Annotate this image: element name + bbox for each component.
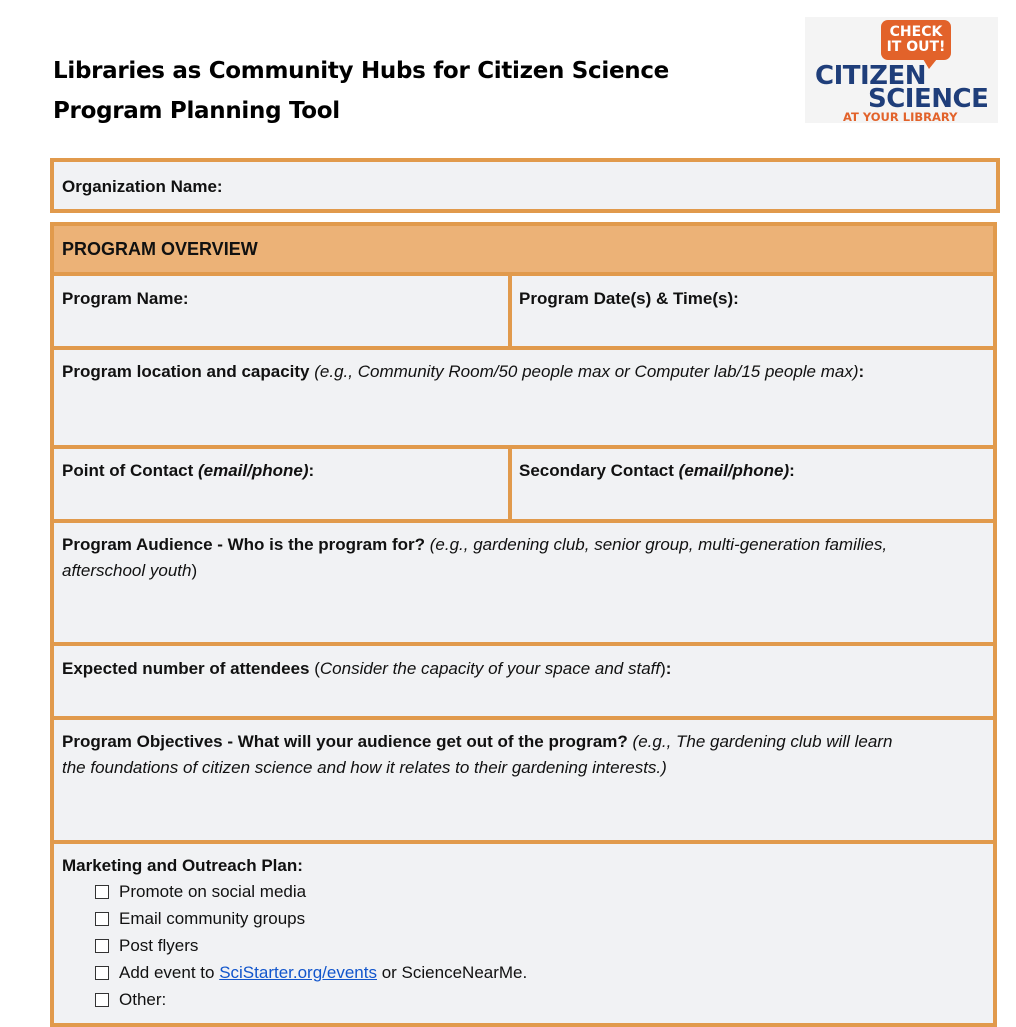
checklist-label-prefix: Add event to [119,962,220,982]
expected-attendees-field[interactable] [62,656,987,682]
row-divider [54,840,993,844]
checklist-label: Post flyers [119,935,199,955]
row-divider [54,519,993,523]
audience-hint: (e.g., gardening club, senior group, multi-generation families, [429,535,888,554]
location-colon: : [858,362,865,381]
attendees-hint: Consider the capacity of your space and staff [319,659,661,678]
attendees-label: Expected number of attendees [62,659,310,678]
scistarter-events-link[interactable]: SciStarter.org/events [219,962,377,982]
logo-word-citizen: CITIZEN [815,61,927,91]
document-title-line2: Program Planning Tool [53,98,340,124]
program-overview-title: PROGRAM OVERVIEW [62,239,258,259]
program-dates-label[interactable]: Program Date(s) & Time(s): [519,289,739,308]
row-divider [54,445,993,449]
attendees-colon: : [665,659,672,678]
column-divider [508,445,512,519]
program-location-field[interactable] [62,359,987,385]
checkbox-post-flyers[interactable] [95,939,109,953]
checkbox-add-event[interactable] [95,966,109,980]
column-divider [508,272,512,346]
row-divider [54,346,993,350]
checklist-label: Promote on social media [119,882,307,902]
attendees-close: ) [660,659,666,678]
objectives-hint-line2: the foundations of citizen science and how it relates to their gardening interests.) [62,758,667,777]
checklist-item-email-groups[interactable] [95,906,527,933]
checklist-item-post-flyers[interactable] [95,933,527,960]
program-overview-header [54,226,993,272]
secondary-label: Secondary Contact [519,461,679,480]
marketing-plan-label: Marketing and Outreach Plan: [62,856,303,875]
logo-word-science: SCIENCE [868,84,989,114]
program-name-label[interactable]: Program Name: [62,289,189,308]
checklist-label: Other: [119,989,167,1009]
marketing-checklist [95,879,527,1013]
program-audience-field[interactable] [62,532,987,584]
logo-bubble-line2: IT OUT! [886,39,946,55]
location-label: Program location and capacity [62,362,310,381]
row-divider [54,272,993,276]
document-title-line1: Libraries as Community Hubs for Citizen Science [53,58,669,84]
attendees-open: ( [309,659,320,678]
checklist-label-suffix: or ScienceNearMe. [377,962,528,982]
checklist-item-social-media[interactable] [95,879,527,906]
secondary-contact-field[interactable] [519,458,795,484]
checkbox-other[interactable] [95,993,109,1007]
point-of-contact-field[interactable] [62,458,314,484]
logo-tagline: AT YOUR LIBRARY [843,110,958,124]
contact-colon: : [308,461,315,480]
citizen-science-logo [805,17,998,123]
checkbox-email-groups[interactable] [95,912,109,926]
logo-speech-bubble [881,20,951,60]
checklist-item-add-event[interactable] [95,959,527,986]
audience-close: ) [191,561,198,580]
checkbox-social-media[interactable] [95,885,109,899]
secondary-hint: (email/phone) [678,461,790,480]
checklist-label: Email community groups [119,909,306,929]
logo-bubble-line1: CHECK [889,24,943,40]
audience-label: Program Audience - Who is the program for? [62,535,426,554]
location-hint: (e.g., Community Room/50 people max or Computer lab/15 people max) [314,362,859,381]
row-divider [54,716,993,720]
program-objectives-field[interactable] [62,729,987,781]
audience-hint-line2: afterschool youth [62,561,192,580]
checklist-item-other[interactable] [95,986,527,1013]
objectives-hint: (e.g., The gardening club will learn [632,732,893,751]
row-divider [54,642,993,646]
organization-name-field[interactable] [50,158,1000,213]
secondary-colon: : [789,461,795,480]
objectives-label: Program Objectives - What will your audience get out of the program? [62,732,628,751]
contact-hint: (email/phone) [197,461,309,480]
contact-label: Point of Contact [62,461,198,480]
organization-name-label: Organization Name: [62,177,223,196]
